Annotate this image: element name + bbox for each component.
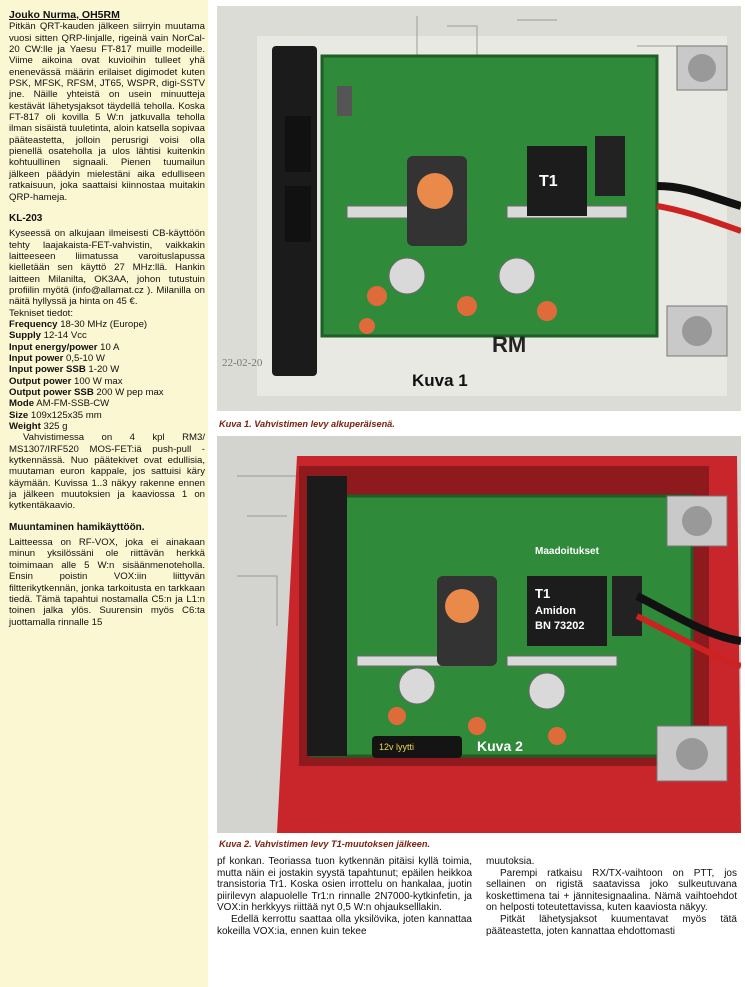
- fig1-date-text: 22-02-20: [222, 357, 263, 369]
- modification-paragraph: Laitteessa on RF-VOX, joka ei ainakaan minun yksilössäni ole riittävän herkkä toimimaan alle 5 W:n sisäänmenoteholla. Ensin poistin VOX:iin liittyvän filtterikytkennän, jonka tarkoitusta en tarkkaan tiedä. Tämä tapahtui nostamalla C5:n ja L1:n toinen jalka ylös. Suurensin myös C6:ta juottamalla rinnalle 15: [9, 537, 205, 628]
- column-1-paragraph: pf konkan. Teoriassa tuon kytkennän pitäisi kyllä toimia, mutta näin ei jostakin syystä tapahtunut; epäilen heikkoa transistoria Tr1. Koska osien irrottelu on hankalaa, juotin piirilevyn alapuolelle Tr1:n rinnalle 2N7000-kytkinfetin, ja VOX:in herkkyys riittää nyt 0,5 W:n ohjaukselllakin.: [217, 856, 472, 914]
- column-1-paragraph-2: Edellä kerrottu saattaa olla yksilövika, joten kannattaa kokeilla VOX:ia, ennen kuin tekee: [217, 913, 472, 937]
- fig1-label: Kuva 1: [412, 371, 468, 390]
- body-paragraph: Vahvistimessa on 4 kpl RM3/ MS1307/IRF520 MOS-FET:iä push-pull -kytkennässä. Nuo päätekivet ovat edullisia, muutaman euron kappale, jos sattuisi käry käymään. Kuvissa 1..3 näkyy rakenne ennen ja jälkeen muutoksien ja kaaviossa 1 on kytkentäkaavio.: [9, 432, 205, 512]
- column-2-paragraph-3: Pitkät lähetysjaksot kuumentavat myös tätä pääteastetta, joten kannattaa ehdottomasti: [486, 913, 737, 937]
- spec-row: Weight 325 g: [9, 421, 68, 433]
- fig2-amidon-label: Amidon: [535, 605, 576, 617]
- fig2-t1-label: T1: [535, 586, 551, 601]
- author-name: Jouko Nurma, OH5RM: [9, 9, 120, 21]
- column-2-paragraph-2: Parempi ratkaisu RX/TX-vaihtoon on PTT, jos sellainen on rigistä saatavissa joko sulkeutuvana koskettimena tai + jännitesignaalina. Nämä vaihtoehdot on helposti toteutettavissa, kuten kaaviosta näkyy.: [486, 867, 737, 914]
- kl203-paragraph: Kyseessä on alkujaan ilmeisesti CB-käyttöön tehty laajakaista-FET-vahvistin, vaikkakin laitteeseen liimatussa varoituslapussa kielletään sen käyttö 27 MHz:llä. Hankin laitteen Milanilta, OK3AA, johon tutustuin profiilin myötä (info@allamat.cz ). Milanilla on näitä hyllyssä ja hinta on 45 €.: [9, 228, 205, 308]
- spec-row: Supply 12-14 Vcc: [9, 330, 87, 342]
- fig2-battery-label: 12v lyytti: [379, 742, 415, 752]
- text-column-1: [217, 856, 472, 937]
- spec-row: Input power 0,5-10 W: [9, 352, 105, 364]
- spec-list: [9, 319, 205, 432]
- spec-row: Output power SSB 200 W pep max: [9, 387, 164, 398]
- spec-row: Frequency 18-30 MHz (Europe): [9, 318, 148, 330]
- section-heading-kl203: KL-203: [9, 212, 43, 224]
- caption-figure-2: Kuva 2. Vahvistimen levy T1-muutoksen jälkeen.: [219, 839, 431, 849]
- spec-row: Input power SSB 1-20 W: [9, 364, 120, 376]
- tech-label: Tekniset tiedot:: [9, 307, 73, 319]
- spec-row: Output power 100 W max: [9, 375, 123, 387]
- fig2-label: Kuva 2: [477, 738, 523, 754]
- intro-paragraph: Pitkän QRT-kauden jälkeen siirryin muutama vuosi sitten QRP-linjalle, rigeinä vain NorCal-20 CW:lle ja Yaesu FT-817 muille modeille. Viime aikoina ovat kuvioihin tulleet yhä enenevässä määrin erilaiset digimodet kuten PSK, MFSK, RFSM, JT65, WSPR, digi-SSTV jne. Näille yhteistä on usein minuutteja kestävät lähetysjaksot täydellä teholla. Koska FT-817 oli kovilla 5 W:n jatkuvalla teholla ilman sisäistä tuuletinta, aloin katsella sopivaa pääteastetta, jolloin perusrigi voisi olla pienellä osateholla ja ulos lähtisi kuitenkin kohtuullinen signaali. Pienen tuumailun jälkeen päädyin mielestäni aika edulliseen ratkaisuun, joka saattaisi kiinnostaa muitakin QRP-hameja.: [9, 21, 205, 203]
- photo-figure-1: [217, 6, 741, 411]
- fig2-maadoitukset-label: Maadoitukset: [535, 546, 599, 557]
- caption-figure-1: Kuva 1. Vahvistimen levy alkuperäisenä.: [219, 419, 395, 429]
- fig2-bn-label: BN 73202: [535, 620, 585, 632]
- text-column-2: [486, 856, 737, 937]
- spec-row: Input energy/power 10 A: [9, 341, 120, 353]
- spec-row: Mode AM-FM-SSB-CW: [9, 398, 110, 410]
- section-heading-modification: Muuntaminen hamikäyttöön.: [9, 521, 145, 533]
- spec-row: Size 109x125x35 mm: [9, 409, 102, 421]
- photo-figure-2: [217, 436, 741, 833]
- sidebar: [0, 0, 208, 987]
- column-2-paragraph-1: muutoksia.: [486, 856, 535, 867]
- fig1-t1-label: T1: [539, 173, 558, 190]
- fig1-rm-label: RM: [492, 332, 527, 357]
